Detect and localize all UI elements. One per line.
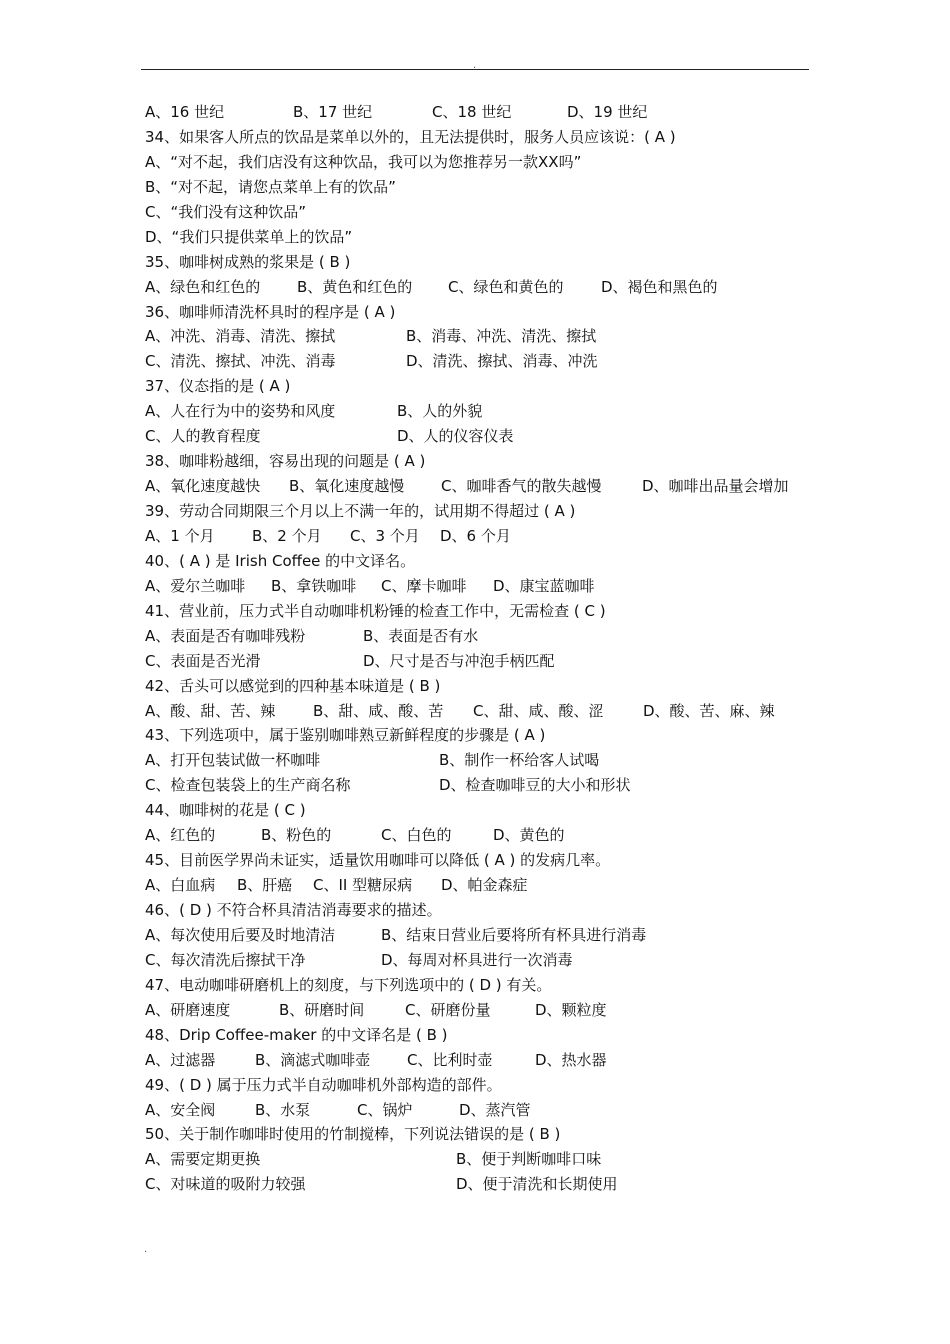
option-item: D、检查咖啡豆的大小和形状: [439, 776, 631, 795]
option-item: B、研磨时间: [279, 1000, 365, 1019]
option-item: B、肝癌: [237, 876, 293, 895]
question-line: 42、舌头可以感觉到的四种基本味道是 ( B ): [145, 676, 441, 695]
option-item: B、制作一杯给客人试喝: [439, 751, 600, 770]
option-line: [145, 100, 825, 125]
option-item: D、咖啡出品量会增加: [642, 477, 789, 496]
option-item: D、便于清洗和长期使用: [456, 1175, 618, 1194]
option-item: A、爱尔兰咖啡: [145, 576, 246, 595]
question-line: 40、( A ) 是 Irish Coffee 的中文译名。: [145, 551, 416, 570]
question-line: 35、咖啡树成熟的浆果是 ( B ): [145, 252, 351, 271]
question-line: 38、咖啡粉越细，容易出现的问题是 ( A ): [145, 452, 426, 471]
option-item: B、便于判断咖啡口味: [456, 1150, 602, 1169]
option-item: D、蒸汽管: [459, 1100, 531, 1119]
option-item: D、黄色的: [493, 826, 565, 845]
option-item: B、人的外貌: [397, 402, 483, 421]
option-item: B、17 世纪: [293, 103, 373, 121]
option-item: C、研磨份量: [405, 1000, 491, 1019]
option-item: A、冲洗、消毒、清洗、擦拭: [145, 327, 336, 346]
option-item: B、黄色和红色的: [297, 277, 413, 296]
option-line: [145, 574, 825, 599]
option-item: C、甜、咸、酸、涩: [473, 701, 604, 720]
option-item: B、2 个月: [252, 526, 322, 545]
option-line: A、“对不起，我们店没有这种饮品，我可以为您推荐另一款XX吗”: [145, 152, 582, 171]
question-line: 46、( D ) 不符合杯具清洁消毒要求的描述。: [145, 901, 442, 919]
option-line: [145, 998, 825, 1023]
option-item: C、清洗、擦拭、冲洗、消毒: [145, 352, 336, 371]
question-list: [145, 100, 825, 1197]
question-line: 47、电动咖啡研磨机上的刻度，与下列选项中的 ( D ) 有关。: [145, 975, 552, 994]
option-item: D、19 世纪: [567, 103, 648, 121]
option-item: C、3 个月: [350, 526, 420, 545]
option-line: [145, 773, 825, 798]
option-line: [145, 948, 825, 973]
option-line: [145, 1147, 825, 1172]
option-item: C、18 世纪: [432, 103, 512, 121]
question-line: 50、关于制作咖啡时使用的竹制搅棒，下列说法错误的是 ( B ): [145, 1125, 561, 1144]
option-item: B、水泵: [255, 1100, 311, 1119]
option-line: D、“我们只提供菜单上的饮品”: [145, 227, 353, 246]
option-item: A、过滤器: [145, 1050, 216, 1069]
question-line: 49、( D ) 属于压力式半自动咖啡机外部构造的部件。: [145, 1075, 502, 1094]
option-line: [145, 324, 825, 349]
option-line: [145, 748, 825, 773]
option-item: D、热水器: [535, 1050, 607, 1069]
option-item: C、比利时壶: [407, 1050, 493, 1069]
option-line: [145, 624, 825, 649]
question-line: 37、仪态指的是 ( A ): [145, 377, 291, 396]
question-line: 48、Drip Coffee-maker 的中文译名是 ( B ): [145, 1025, 448, 1044]
option-item: C、摩卡咖啡: [381, 576, 467, 595]
option-item: D、人的仪容仪表: [397, 427, 514, 446]
option-item: A、安全阀: [145, 1100, 216, 1119]
option-item: B、氧化速度越慢: [289, 477, 405, 496]
option-line: [145, 424, 825, 449]
option-item: B、甜、咸、酸、苦: [313, 701, 444, 720]
option-line: [145, 649, 825, 674]
option-line: [145, 1048, 825, 1073]
option-line: [145, 823, 825, 848]
option-item: C、白色的: [381, 826, 452, 845]
option-item: A、每次使用后要及时地清洁: [145, 925, 336, 944]
option-item: C、锅炉: [357, 1100, 413, 1119]
option-item: A、红色的: [145, 826, 216, 845]
option-item: B、滴滤式咖啡壶: [255, 1050, 371, 1069]
option-item: A、研磨速度: [145, 1000, 231, 1019]
option-line: [145, 1172, 825, 1197]
option-line: [145, 524, 825, 549]
header-mark: .: [473, 60, 477, 71]
option-item: A、需要定期更换: [145, 1150, 261, 1169]
option-item: A、白血病: [145, 876, 216, 895]
option-line: [145, 275, 825, 300]
question-line: 45、目前医学界尚未证实，适量饮用咖啡可以降低 ( A ) 的发病几率。: [145, 851, 611, 870]
option-item: C、人的教育程度: [145, 427, 261, 446]
option-item: A、氧化速度越快: [145, 477, 261, 496]
option-line: [145, 399, 825, 424]
option-item: C、每次清洗后擦拭干净: [145, 950, 306, 969]
question-line: 41、营业前，压力式半自动咖啡机粉锤的检查工作中，无需检查 ( C ): [145, 601, 606, 620]
option-line: [145, 349, 825, 374]
option-line: [145, 1098, 825, 1123]
header-rule: [141, 69, 809, 70]
option-item: A、人在行为中的姿势和风度: [145, 402, 336, 421]
option-item: B、消毒、冲洗、清洗、擦拭: [406, 327, 597, 346]
option-item: A、绿色和红色的: [145, 277, 261, 296]
option-item: D、康宝蓝咖啡: [493, 576, 595, 595]
option-item: A、打开包装试做一杯咖啡: [145, 751, 321, 770]
question-line: 39、劳动合同期限三个月以上不满一年的，试用期不得超过 ( A ): [145, 502, 576, 520]
option-line: B、“对不起，请您点菜单上有的饮品”: [145, 177, 396, 196]
option-item: B、粉色的: [261, 826, 332, 845]
option-line: [145, 699, 825, 724]
option-line: [145, 873, 825, 898]
option-item: C、对味道的吸附力较强: [145, 1175, 306, 1194]
option-item: C、咖啡香气的散失越慢: [441, 477, 602, 496]
option-item: D、清洗、擦拭、消毒、冲洗: [406, 352, 598, 371]
option-item: A、酸、甜、苦、辣: [145, 701, 276, 720]
option-item: D、帕金森症: [441, 876, 528, 895]
option-item: A、16 世纪: [145, 103, 225, 121]
question-line: 43、下列选项中，属于鉴别咖啡熟豆新鲜程度的步骤是 ( A ): [145, 726, 546, 745]
option-item: C、绿色和黄色的: [448, 277, 564, 296]
option-item: A、1 个月: [145, 526, 215, 545]
option-item: D、褐色和黑色的: [601, 277, 718, 296]
option-item: A、表面是否有咖啡残粉: [145, 626, 306, 645]
question-line: 34、如果客人所点的饮品是菜单以外的，且无法提供时，服务人员应该说：( A ): [145, 127, 676, 146]
option-item: C、检查包装袋上的生产商名称: [145, 776, 351, 795]
option-item: D、每周对杯具进行一次消毒: [381, 950, 573, 969]
option-line: C、“我们没有这种饮品”: [145, 202, 307, 221]
option-item: D、颗粒度: [535, 1000, 607, 1019]
option-line: [145, 474, 825, 499]
option-item: C、表面是否光滑: [145, 651, 261, 670]
option-item: D、6 个月: [440, 526, 511, 545]
option-item: B、拿铁咖啡: [271, 576, 357, 595]
option-item: B、表面是否有水: [363, 626, 479, 645]
question-line: 36、咖啡师清洗杯具时的程序是 ( A ): [145, 302, 396, 321]
question-line: 44、咖啡树的花是 ( C ): [145, 801, 306, 820]
footer-mark: .: [144, 1244, 148, 1255]
option-item: D、酸、苦、麻、辣: [643, 701, 775, 720]
option-item: D、尺寸是否与冲泡手柄匹配: [363, 651, 555, 670]
option-item: C、II 型糖尿病: [313, 876, 413, 895]
option-item: B、结束日营业后要将所有杯具进行消毒: [381, 925, 647, 944]
option-line: [145, 923, 825, 948]
